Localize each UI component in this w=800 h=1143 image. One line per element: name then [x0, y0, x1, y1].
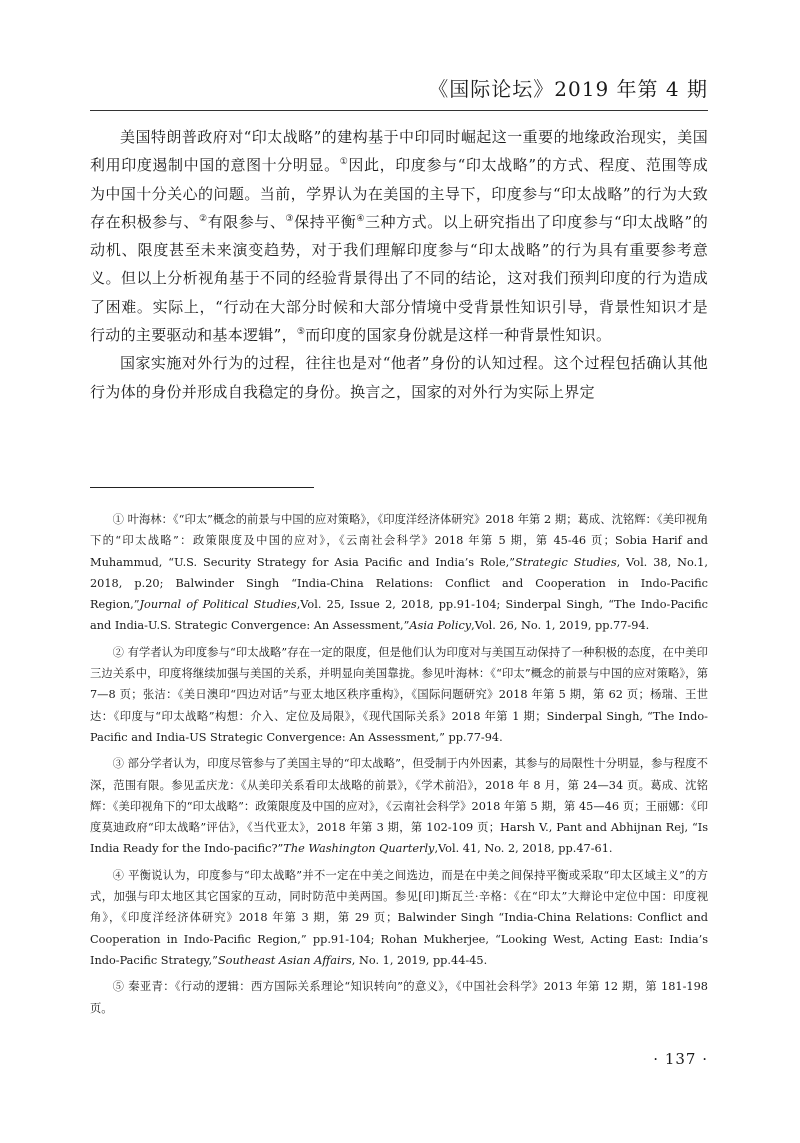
footnote-2: ② 有学者认为印度参与“印太战略”存在一定的限度，但是他们认为印度对与美国互动保持了一种积极的态度，在中美印三边关系中，印度将继续加强与美国的关系，并明显向美国靠拢。参见叶海林：《“印太”概念的前景与中国的应对策略》，第 7—8 页；张洁：《美日澳印“四边对话”与亚太地区秩序重构》，《国际问题研究》2018 年第 5 期，第 62 页；杨瑞、王世达：《印度与“印太战略”构想：介入、定位及局限》，《现代国际关系》2018 年第 1 期；Sinderpal Singh, “The Indo-Pacific and India-US Strategic Convergence: An Assessment,” pp.77-94. [90, 645, 708, 744]
footnote-1: ① 叶海林：《“印太”概念的前景与中国的应对策略》，《印度洋经济体研究》2018 年第 2 期；葛成、沈铭辉：《美印视角下的“印太战略”：政策限度及中国的应对》，《云南社会科学》2018 年第 5 期，第 45-46 页；Sobia Harif and Muhammud, “U.S. Security Strategy for Asia Pacific and India’s Role,”Strategic Studies, Vol. 38, No.1, 2018, p.20; Balwinder Singh “India-China Relations: Conflict and Cooperation in Indo-Pacific Region,”Journal of Political Studies,Vol. 25, Issue 2, 2018, pp.91-104; Sinderpal Singh, “The Indo-Pacific and India-U.S. Strategic Convergence: An Assessment,”Asia Policy,Vol. 26, No. 1, 2019, pp.77-94. [90, 513, 708, 633]
footnote-4: ④ 平衡说认为，印度参与“印太战略”并不一定在中美之间选边，而是在中美之间保持平衡或采取“印太区域主义”的方式，加强与印太地区其它国家的互动，同时防范中美两国。参见[印]斯瓦兰·辛格：《在“印太”大辩论中定位中国：印度视角》，《印度洋经济体研究》2018 年第 3 期，第 29 页；Balwinder Singh “India-China Relations: Conflict and Cooperation in Indo-Pacific Region,” pp.91-104; Rohan Mukherjee, “Looking West, Acting East: India’s Indo-Pacific Strategy,”Southeast Asian Affairs, No. 1, 2019, pp.44-45. [90, 868, 709, 967]
footnote-ref-5[interactable]: ⑤ [296, 327, 306, 338]
paragraph-1: 美国特朗普政府对“印太战略”的建构基于中印同时崛起这一重要的地缘政治现实，美国利用印度遏制中国的意图十分明显。①因此，印度参与“印太战略”的方式、程度、范围等成为中国十分关心的问题。当前，学界认为在美国的主导下，印度参与“印太战略”的行为大致存在积极参与、②有限参与、③保持平衡④三种方式。以上研究指出了印度参与“印太战略”的动机、限度甚至未来演变趋势，对于我们理解印度参与“印太战略”的行为具有重要参考意义。但以上分析视角基于不同的经验背景得出了不同的结论，这对我们预判印度的行为造成了困难。实际上，“行动在大部分时候和大部分情境中受背景性知识引导，背景性知识才是行动的主要驱动和基本逻辑”，⑤而印度的国家身份就是这样一种背景性知识。 [90, 128, 709, 345]
page-number: · 137 · [653, 1050, 708, 1068]
paragraph-2: 国家实施对外行为的过程，往往也是对“他者”身份的认知过程。这个过程包括确认其他行为体的身份并形成自我稳定的身份。换言之，国家的对外行为实际上界定 [90, 354, 708, 401]
footnote-marker: ① [112, 513, 124, 526]
footnotes [90, 509, 708, 1024]
footnote-marker: ⑤ [112, 980, 125, 994]
footnote-divider [90, 487, 314, 488]
footnote-5: ⑤ 秦亚青：《行动的逻辑：西方国际关系理论“知识转向”的意义》，《中国社会科学》2013 年第 12 期，第 181-198 页。 [90, 980, 708, 1015]
footnote-marker: ③ [112, 757, 124, 771]
footnote-3: ③ 部分学者认为，印度尽管参与了美国主导的“印太战略”，但受制于内外因素，其参与的局限性十分明显，参与程度不深，范围有限。参见孟庆龙：《从美印关系看印太战略的前景》，《学术前沿》，2018 年 8 月，第 24—34 页。葛成、沈铭辉：《美印视角下的“印太战略”：政策限度及中国的应对》，《云南社会科学》2018 年第 5 期，第 45—46 页；王丽娜：《印度莫迪政府“印太战略”评估》，《当代亚太》，2018 年第 3 期，第 102-109 页；Harsh V., Pant and Abhijnan Rej, “Is India Ready for the Indo-pacific?”The Washington Quarterly,Vol. 41, No. 2, 2018, pp.47-61. [90, 757, 708, 856]
footnote-ref-3[interactable]: ③ [285, 213, 295, 224]
footnote-ref-1[interactable]: ① [339, 157, 349, 168]
running-header [90, 74, 708, 111]
main-body [90, 123, 708, 406]
journal-title: 《国际论坛》2019 年第 4 期 [428, 77, 708, 101]
footnote-ref-2[interactable]: ② [198, 213, 208, 224]
footnote-marker: ④ [112, 868, 125, 882]
footnote-ref-4[interactable]: ④ [356, 213, 365, 224]
footnote-marker: ② [112, 645, 124, 659]
